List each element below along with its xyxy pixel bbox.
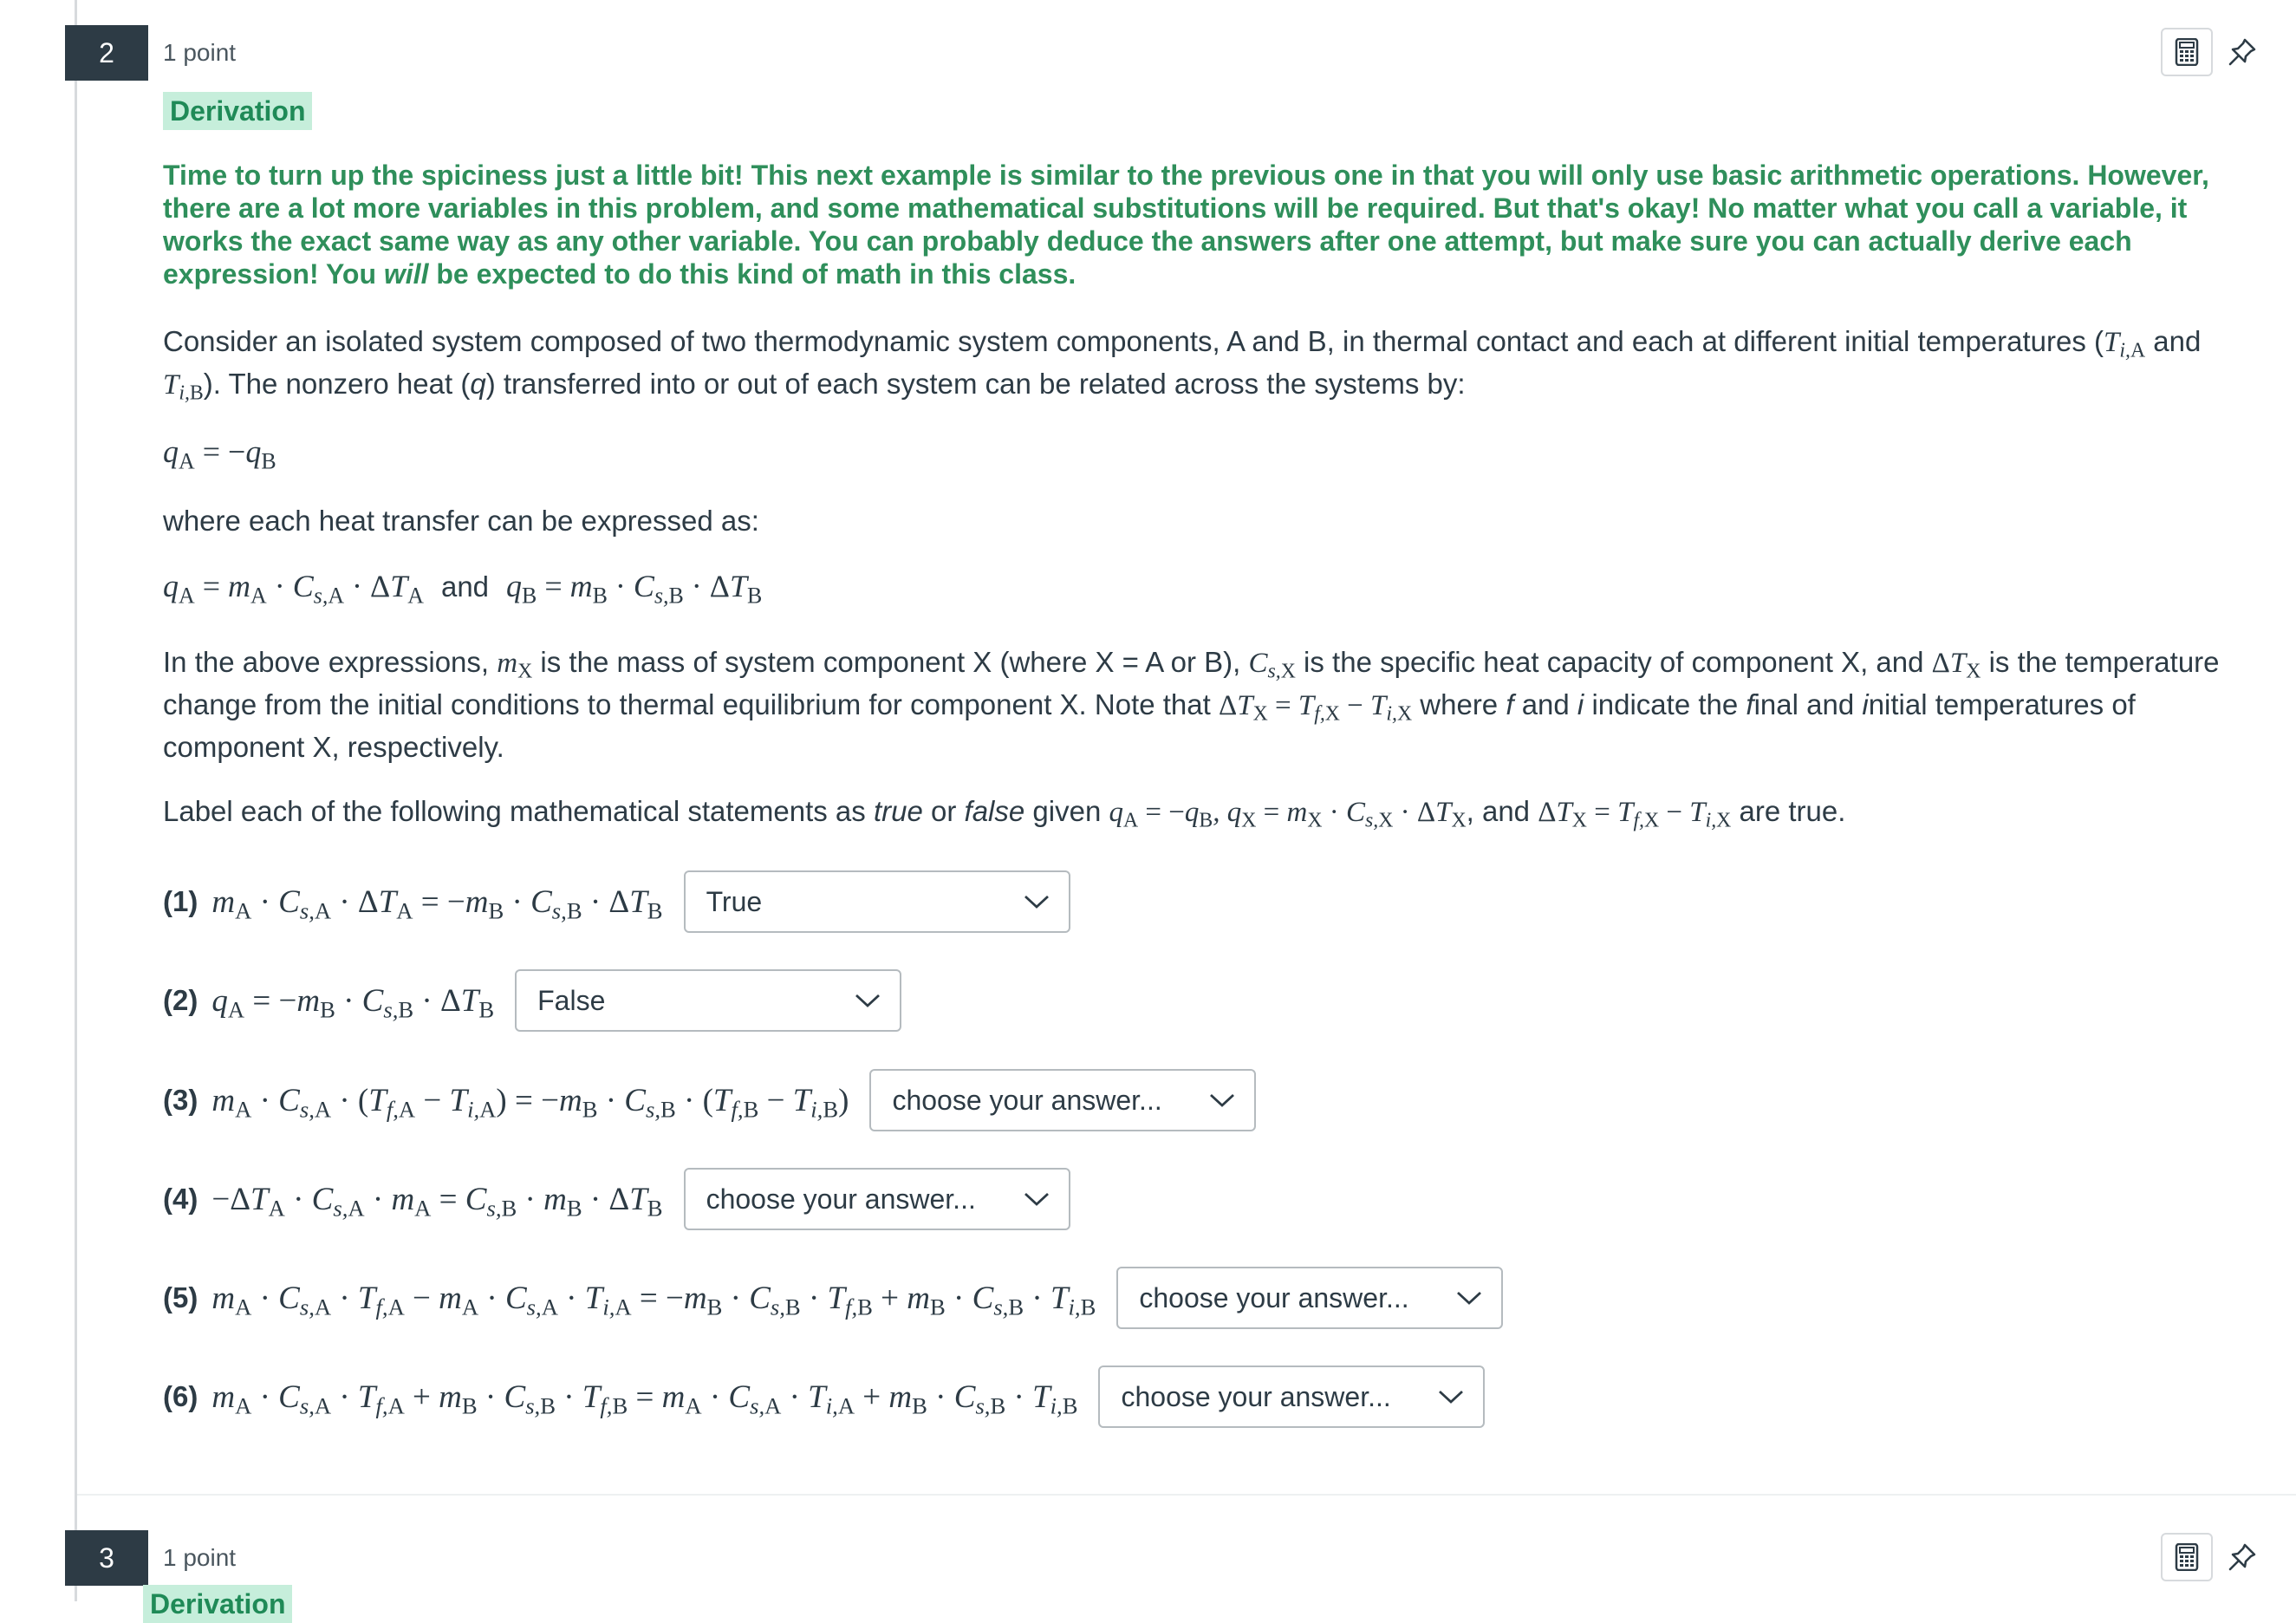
- answer-select[interactable]: [515, 969, 901, 1032]
- chevron-down-icon: [1438, 1389, 1464, 1405]
- chevron-down-icon: [1209, 1092, 1235, 1108]
- answer-select-value: False: [537, 984, 606, 1016]
- answer-select-value: choose your answer...: [706, 1183, 976, 1215]
- equation-heat-balance: $q_A = -q_B$: [163, 434, 276, 474]
- statement-row: [163, 1166, 1070, 1232]
- question-number: 2: [65, 25, 148, 81]
- statement-label: (4): [163, 1183, 198, 1215]
- pin-icon: [2227, 36, 2258, 68]
- answer-select-value: choose your answer...: [892, 1084, 1162, 1116]
- calculator-button[interactable]: [2161, 28, 2213, 76]
- calculator-icon: [2175, 1543, 2199, 1571]
- statement-expression: $q_A = -m_B \cdot C_{s,B} \cdot \Delta T_B$: [211, 982, 495, 1022]
- calculator-icon: [2175, 38, 2199, 66]
- chevron-down-icon: [1456, 1290, 1482, 1306]
- paragraph-variable-definitions: In the above expressions, $m_X$ is the mass of system component X (where X = A or B), $C_{s,X}$ is the specific heat capacity of component X, and $\Delta T_X$ is the temperature change from the initial conditions to thermal equilibrium for component X. Note that $\Delta T_X = T_{f,X} - T_{i,X}$ where f and i indicate the final and initial temperatures of component X, respectively.: [163, 646, 2220, 763]
- statement-label: (6): [163, 1380, 198, 1412]
- answer-select[interactable]: [684, 870, 1070, 933]
- answer-select[interactable]: [1098, 1366, 1485, 1428]
- question-intro-text: Time to turn up the spiciness just a little bit! This next example is similar to the previous one in that you will only use basic arithmetic operations. However, there are a lot more variables in this problem, and some mathematical substitutions will be required. But that's okay! No matter what you call a variable, it works the exact same way as any other variable. You can probably deduce the answers after one attempt, but make sure you can actually derive each expression! You will be expected to do this kind of math in this class.: [163, 160, 2209, 290]
- question-number: 3: [65, 1530, 148, 1586]
- equation-heat-transfer: $q_A = m_A \cdot C_{s,A} \cdot \Delta T_A$ and $q_B = m_B \cdot C_{s,B} \cdot \Delta T_B$: [163, 569, 763, 609]
- answer-select-value: choose your answer...: [1139, 1281, 1409, 1313]
- question-tools: [2161, 1533, 2261, 1581]
- calculator-button[interactable]: [2161, 1533, 2213, 1581]
- paragraph-instructions: Label each of the following mathematical statements as true or false given $q_A = -q_B$, $q_X = m_X \cdot C_{s,X} \cdot \Delta T_X$, and $\Delta T_X = T_{f,X} - T_{i,X}$ are true.: [163, 795, 1846, 832]
- statement-row: [163, 1067, 1256, 1133]
- answer-select-value: choose your answer...: [1121, 1380, 1391, 1412]
- statement-row: [163, 1265, 1503, 1331]
- answer-select[interactable]: [869, 1069, 1256, 1131]
- paragraph-system-description: Consider an isolated system composed of two thermodynamic system components, A and B, in thermal contact and each at different initial temperatures ($T_{i,A}$ and $T_{i,B}$). The nonzero heat (q) transferred into or out of each system can be related across the systems by:: [163, 325, 2202, 405]
- question-tools: [2161, 28, 2261, 76]
- pin-button[interactable]: [2223, 1538, 2261, 1576]
- answer-select[interactable]: [684, 1168, 1070, 1230]
- answer-select[interactable]: [1116, 1267, 1503, 1329]
- statement-label: (3): [163, 1084, 198, 1116]
- question-points: 1 point: [163, 1544, 237, 1571]
- chevron-down-icon: [1024, 894, 1050, 909]
- statement-row: [163, 869, 1070, 935]
- question-tag: Derivation: [143, 1585, 292, 1623]
- chevron-down-icon: [855, 993, 881, 1008]
- statement-label: (1): [163, 885, 198, 917]
- statement-row: [163, 1364, 1485, 1430]
- question-points: 1 point: [163, 39, 237, 66]
- chevron-down-icon: [1024, 1191, 1050, 1207]
- statement-label: (5): [163, 1281, 198, 1313]
- question-left-border: [75, 0, 77, 1601]
- statement-row: [163, 968, 901, 1033]
- statement-expression: $m_A \cdot C_{s,A} \cdot T_{f,A} + m_B \cdot C_{s,B} \cdot T_{f,B} = m_A \cdot C_{s,A} \cdot T_{i,A} + m_B \cdot C_{s,B} \cdot T_{i,B}$: [211, 1379, 1078, 1418]
- question-divider: [77, 1494, 2296, 1496]
- statement-label: (2): [163, 984, 198, 1016]
- pin-button[interactable]: [2223, 33, 2261, 71]
- paragraph-heat-transfer: where each heat transfer can be expressed as:: [163, 505, 759, 537]
- answer-select-value: True: [706, 885, 763, 917]
- statement-expression: $m_A \cdot C_{s,A} \cdot T_{f,A} - m_A \cdot C_{s,A} \cdot T_{i,A} = -m_B \cdot C_{s,B} \cdot T_{f,B} + m_B \cdot C_{s,B} \cdot T_{i,B}$: [211, 1280, 1096, 1320]
- question-tag: Derivation: [163, 92, 312, 130]
- pin-icon: [2227, 1542, 2258, 1573]
- statement-expression: $m_A \cdot C_{s,A} \cdot (T_{f,A} - T_{i,A}) = -m_B \cdot C_{s,B} \cdot (T_{f,B} - T_{i,B})$: [211, 1082, 849, 1122]
- statement-expression: $-\Delta T_A \cdot C_{s,A} \cdot m_A = C_{s,B} \cdot m_B \cdot \Delta T_B$: [211, 1181, 663, 1221]
- statement-expression: $m_A \cdot C_{s,A} \cdot \Delta T_A = -m_B \cdot C_{s,B} \cdot \Delta T_B$: [211, 883, 663, 923]
